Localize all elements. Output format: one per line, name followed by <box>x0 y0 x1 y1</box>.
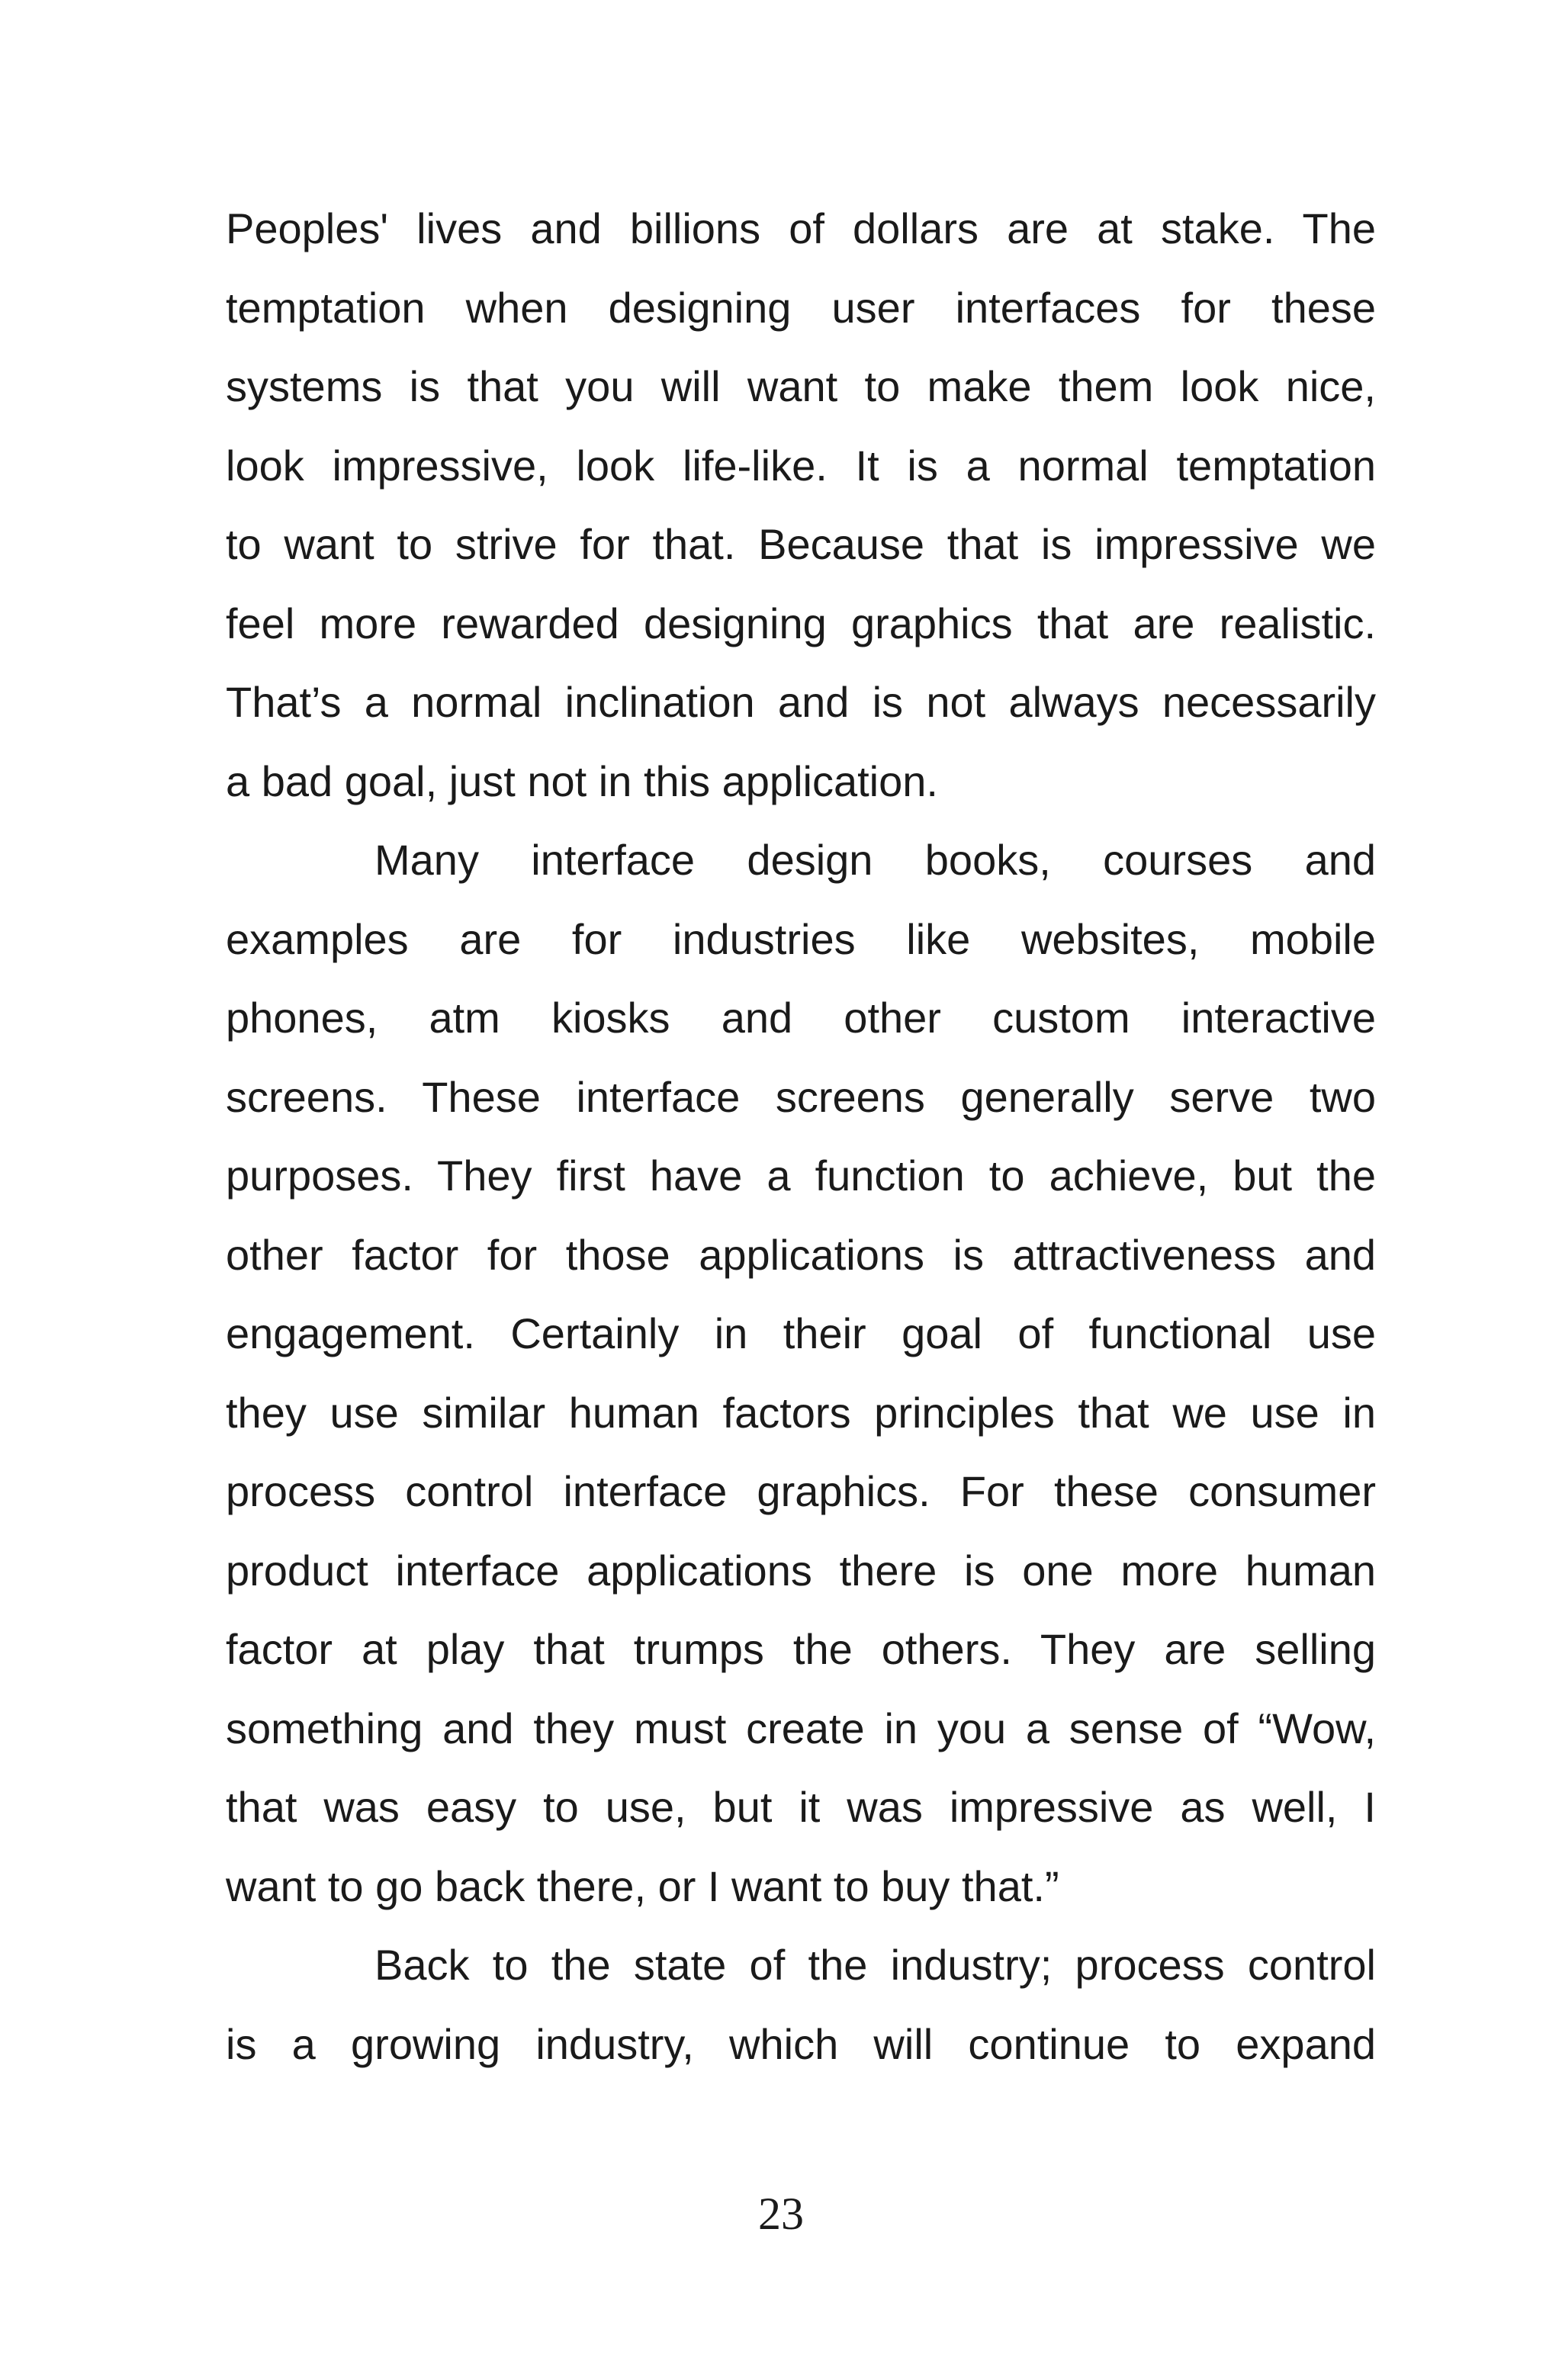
text-line: product interface applications there is one more human <box>226 1546 1376 1595</box>
text-line: Peoples' lives and billions of dollars are at stake. The <box>226 204 1376 252</box>
text-line: look impressive, look life-like. It is a normal temptation <box>226 441 1376 490</box>
text-line: want to go back there, or I want to buy that.” <box>226 1861 1059 1910</box>
text-line: phones, atm kiosks and other custom interactive <box>226 994 1376 1042</box>
text-line: screens. These interface screens generally serve two <box>226 1072 1376 1121</box>
text-line: a bad goal, just not in this application. <box>226 756 938 805</box>
text-line: to want to strive for that. Because that is impressive we <box>226 520 1376 568</box>
page-number: 23 <box>758 2189 804 2239</box>
text-line: Back to the state of the industry; process control <box>374 1941 1376 1989</box>
text-line: other factor for those applications is attractiveness and <box>226 1230 1376 1279</box>
text-line: they use similar human factors principles that we use in <box>226 1388 1376 1437</box>
text-line: That’s a normal inclination and is not always necessarily <box>226 678 1376 726</box>
text-line: is a growing industry, which will continue to expand <box>226 2019 1376 2068</box>
text-line: examples are for industries like websites, mobile <box>226 914 1376 963</box>
text-line: engagement. Certainly in their goal of functional use <box>226 1309 1376 1357</box>
text-line: something and they must create in you a sense of “Wow, <box>226 1704 1376 1752</box>
text-line: systems is that you will want to make them look nice, <box>226 362 1376 410</box>
text-line: temptation when designing user interfaces for these <box>226 283 1376 332</box>
text-line: feel more rewarded designing graphics that are realistic. <box>226 599 1376 647</box>
body-text <box>226 189 1376 2083</box>
text-line: process control interface graphics. For these consumer <box>226 1467 1376 1515</box>
text-line: purposes. They first have a function to achieve, but the <box>226 1151 1376 1200</box>
text-line: that was easy to use, but it was impressive as well, I <box>226 1783 1376 1831</box>
text-line: factor at play that trumps the others. They are selling <box>226 1625 1376 1673</box>
text-line: Many interface design books, courses and <box>374 836 1376 884</box>
